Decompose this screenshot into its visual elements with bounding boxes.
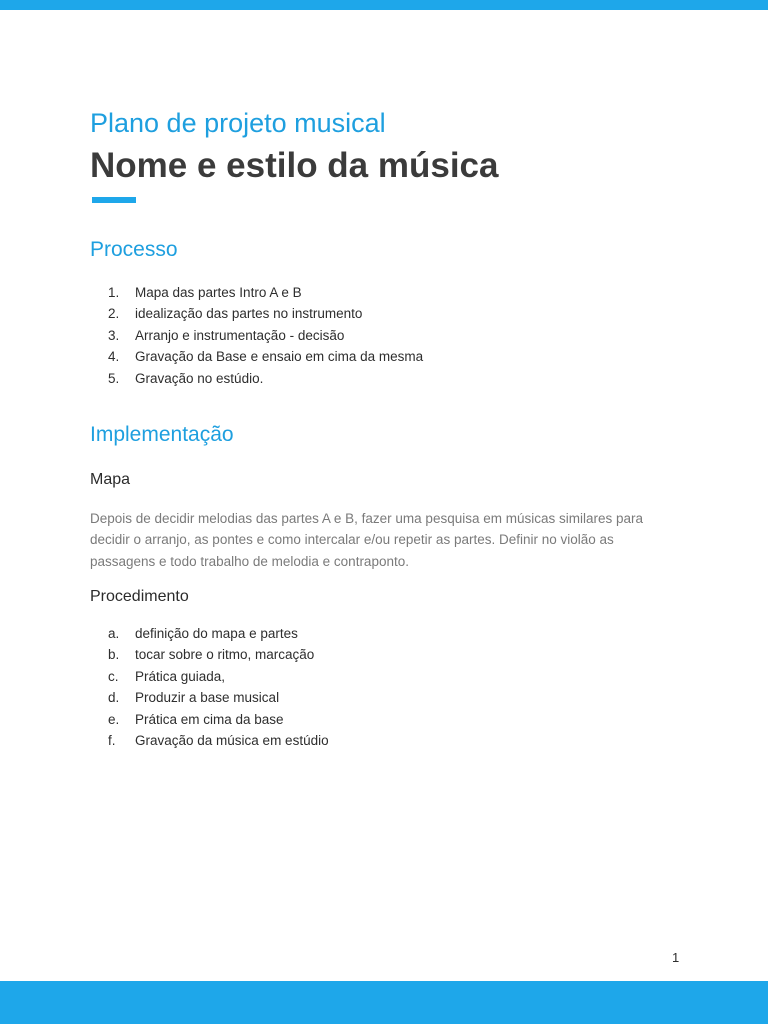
- list-item: [108, 368, 423, 389]
- list-marker: d.: [108, 690, 120, 706]
- list-item-text: Produzir a base musical: [135, 690, 280, 706]
- list-item-text: tocar sobre o ritmo, marcação: [135, 647, 315, 663]
- procedimento-list: [108, 623, 329, 751]
- page-number: 1: [672, 950, 680, 965]
- list-item: [108, 346, 423, 367]
- list-item: [108, 282, 423, 303]
- bottom-accent-bar: [0, 981, 768, 1024]
- list-item-text: Gravação da música em estúdio: [135, 732, 329, 748]
- list-marker: a.: [108, 626, 120, 641]
- list-marker: f.: [108, 732, 116, 748]
- list-item-text: Gravação no estúdio.: [135, 370, 264, 386]
- list-item-text: Prática guiada,: [135, 668, 226, 684]
- section-heading-processo: Processo: [90, 238, 178, 261]
- mapa-paragraph: Depois de decidir melodias das partes A e B, fazer uma pesquisa em músicas similares para decidir o arranjo, as pontes e como intercalar e/ou repetir as partes. Definir no violão as passagens e todo trabalho de melodia e contraponto.: [90, 511, 644, 569]
- list-item: [108, 644, 329, 665]
- list-marker: 1.: [108, 285, 120, 300]
- list-marker: 2.: [108, 306, 120, 322]
- section-heading-implementacao: Implementação: [90, 423, 234, 446]
- list-item: [108, 325, 423, 346]
- list-item-text: Prática em cima da base: [135, 711, 284, 727]
- list-marker: 3.: [108, 327, 120, 343]
- processo-list: [108, 282, 423, 389]
- subsection-heading-mapa: Mapa: [90, 471, 131, 488]
- list-marker: 5.: [108, 370, 120, 386]
- list-item-text: Mapa das partes Intro A e B: [135, 285, 302, 300]
- list-item-text: definição do mapa e partes: [135, 626, 298, 641]
- document-subtitle: Plano de projeto musical: [90, 108, 386, 138]
- list-item: [108, 666, 329, 687]
- list-marker: 4.: [108, 349, 120, 365]
- list-marker: c.: [108, 668, 119, 684]
- list-item: [108, 687, 329, 708]
- document-title: Nome e estilo da música: [90, 146, 499, 185]
- list-item: [108, 303, 423, 324]
- list-marker: b.: [108, 647, 120, 663]
- top-accent-bar: [0, 0, 768, 10]
- list-item: [108, 709, 329, 730]
- list-item-text: idealização das partes no instrumento: [135, 306, 363, 322]
- list-item-text: Gravação da Base e ensaio em cima da mesma: [135, 349, 424, 365]
- list-marker: e.: [108, 711, 120, 727]
- list-item-text: Arranjo e instrumentação - decisão: [135, 327, 345, 343]
- title-underline-rule: [92, 197, 136, 203]
- list-item: [108, 730, 329, 751]
- subsection-heading-procedimento: Procedimento: [90, 588, 189, 605]
- list-item: [108, 623, 329, 644]
